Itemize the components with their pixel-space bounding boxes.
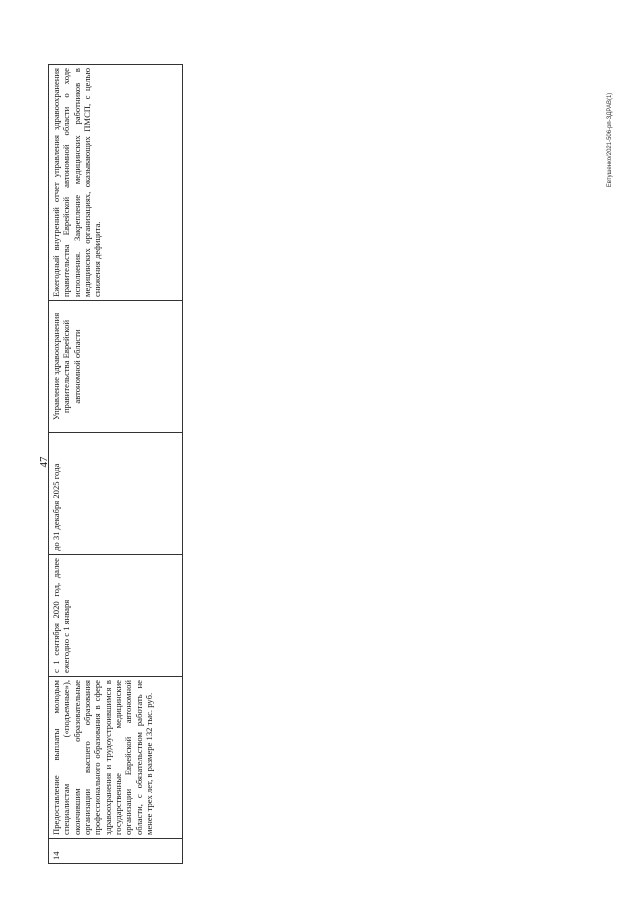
result-cell: Ежегодный внутренний отчет управления здравоохранения правительства Еврейской автономной области о ходе исполнения. Закрепление медицинских работников в медицинских организациях, оказывающих ПМСП, с целью снижения дефицита. bbox=[49, 65, 183, 301]
rotated-page-content bbox=[48, 64, 183, 864]
activity-cell: Предоставление выплаты молодым специалистам («подъемные»), окончившим образовательные организации высшего образования профессионального образования в сфере здравоохранения и трудоустроившимся в государственные медицинские организации Еврейской автономной области, с обязательством работать не менее трех лет, в размере 132 тыс. руб. bbox=[49, 677, 183, 839]
start-date-cell: с 1 сентября 2020 год, далее ежегодно с 1 января bbox=[49, 555, 183, 677]
document-id-text: Евтушенко/2021-506-рп-ЗДРАВ(1) bbox=[607, 92, 613, 188]
table-row bbox=[49, 65, 183, 864]
page-number: 47 bbox=[38, 456, 50, 468]
measures-table bbox=[48, 64, 183, 864]
row-number: 14 bbox=[49, 839, 183, 864]
end-date-cell: до 31 декабря 2025 года bbox=[49, 433, 183, 555]
responsible-cell: Управление здравоохранения правительства Еврейской автономной области bbox=[49, 301, 183, 433]
